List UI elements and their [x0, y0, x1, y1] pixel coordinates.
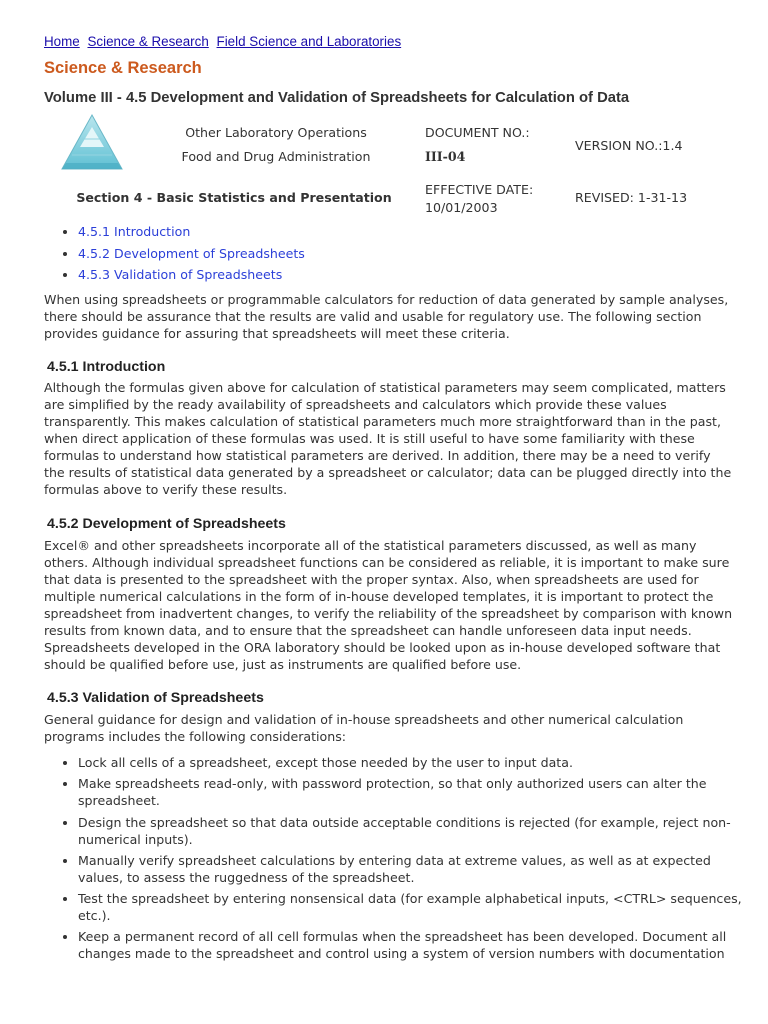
header-effective-label: EFFECTIVE DATE: — [425, 182, 534, 197]
introduction-body: Although the formulas given above for calculation of statistical parameters may seem complicated, matters are simplified by the ready availability of spreadsheets and calculators which provide these values transparently. This makes calculation of statistical parameters much more straightforward than in the past, when direct application of these formulas was used. It is still useful to have some familiarity with these formulas to understand how statistical parameters are derived. In addition, there may be a need to verify the results of statistical data generated by a spreadsheet or calculator; data can be plugged directly into the formulas above to verify these results. — [44, 380, 732, 497]
toc-link-introduction[interactable]: 4.5.1 Introduction — [78, 224, 191, 239]
heading-introduction: 4.5.1 Introduction — [47, 359, 166, 375]
header-revised: REVISED: 1-31-13 — [575, 190, 688, 205]
list-item: • Design the spreadsheet so that data outside acceptable conditions is rejected (for example, reject non-numerical inputs). — [78, 814, 750, 848]
header-effective-value: 10/01/2003 — [425, 200, 498, 215]
header-doc-no-value: III-04 — [425, 149, 466, 164]
list-item: • Make spreadsheets read-only, with password protection, so that only authorized users can alter the spreadsheet. — [78, 775, 750, 809]
validation-considerations-list — [62, 754, 750, 967]
heading-validation: 4.5.3 Validation of Spreadsheets — [47, 690, 264, 706]
toc-item — [78, 264, 305, 286]
breadcrumb-field-science-link[interactable]: Field Science and Laboratories — [216, 34, 402, 49]
header-doc-no-label: DOCUMENT NO.: — [425, 125, 530, 140]
validation-body: General guidance for design and validation of in-house spreadsheets and other numerical calculation programs includes the following considerations: — [44, 712, 684, 744]
document-title: Volume III - 4.5 Development and Validation of Spreadsheets for Calculation of Data — [44, 90, 630, 106]
header-org-line1: Other Laboratory Operations — [185, 125, 367, 140]
list-item: • Lock all cells of a spreadsheet, except those needed by the user to input data. — [78, 754, 750, 771]
table-of-contents — [62, 221, 305, 286]
toc-item — [78, 243, 305, 265]
list-item: • Manually verify spreadsheet calculations by entering data at extreme values, as well as at expected values, to assess the ruggedness of the spreadsheet. — [78, 852, 750, 886]
header-org-line2: Food and Drug Administration — [181, 149, 371, 164]
ora-pyramid-logo-icon — [58, 113, 126, 173]
toc-link-development[interactable]: 4.5.2 Development of Spreadsheets — [78, 245, 305, 261]
breadcrumb — [44, 33, 405, 50]
list-item: • Test the spreadsheet by entering nonsensical data (for example alphabetical inputs, <CTRL> sequences, etc.). — [78, 890, 750, 924]
list-item: • Keep a permanent record of all cell formulas when the spreadsheet has been developed. Document all changes made to the spreadsheet and control using a system of version numbers with documentation — [78, 928, 750, 962]
breadcrumb-home-link[interactable]: Home — [44, 34, 80, 49]
heading-development: 4.5.2 Development of Spreadsheets — [47, 516, 286, 532]
development-body: Excel® and other spreadsheets incorporate all of the statistical parameters discussed, as well as many others. Although individual spreadsheet functions can be considered as reliable, it is important to make sure that data is presented to the spreadsheet with the proper syntax. Also, when spreadsheets are used for multiple numerical calculations in the form of in-house developed templates, it is important to protect the spreadsheet from inadvertent changes, to verify the reliability of the spreadsheet by comparison with known results from known data, and to ensure that the spreadsheet can handle unforeseen data input needs. Spreadsheets developed in the ORA laboratory should be looked upon as in-house developed software that should be qualified before use, just as instruments are qualified before use. — [44, 538, 733, 672]
breadcrumb-science-research-link[interactable]: Science & Research — [87, 34, 209, 49]
intro-paragraph: When using spreadsheets or programmable calculators for reduction of data generated by sample analyses, there should be assurance that the results are valid and usable for regulatory use. The following section provides guidance for assuring that spreadsheets will meet these criteria. — [44, 292, 729, 341]
header-version: VERSION NO.:1.4 — [575, 138, 683, 153]
toc-link-validation[interactable]: 4.5.3 Validation of Spreadsheets — [78, 267, 283, 282]
toc-item — [78, 221, 305, 243]
header-section: Section 4 - Basic Statistics and Presentation — [76, 190, 392, 205]
section-title: Science & Research — [44, 59, 202, 77]
